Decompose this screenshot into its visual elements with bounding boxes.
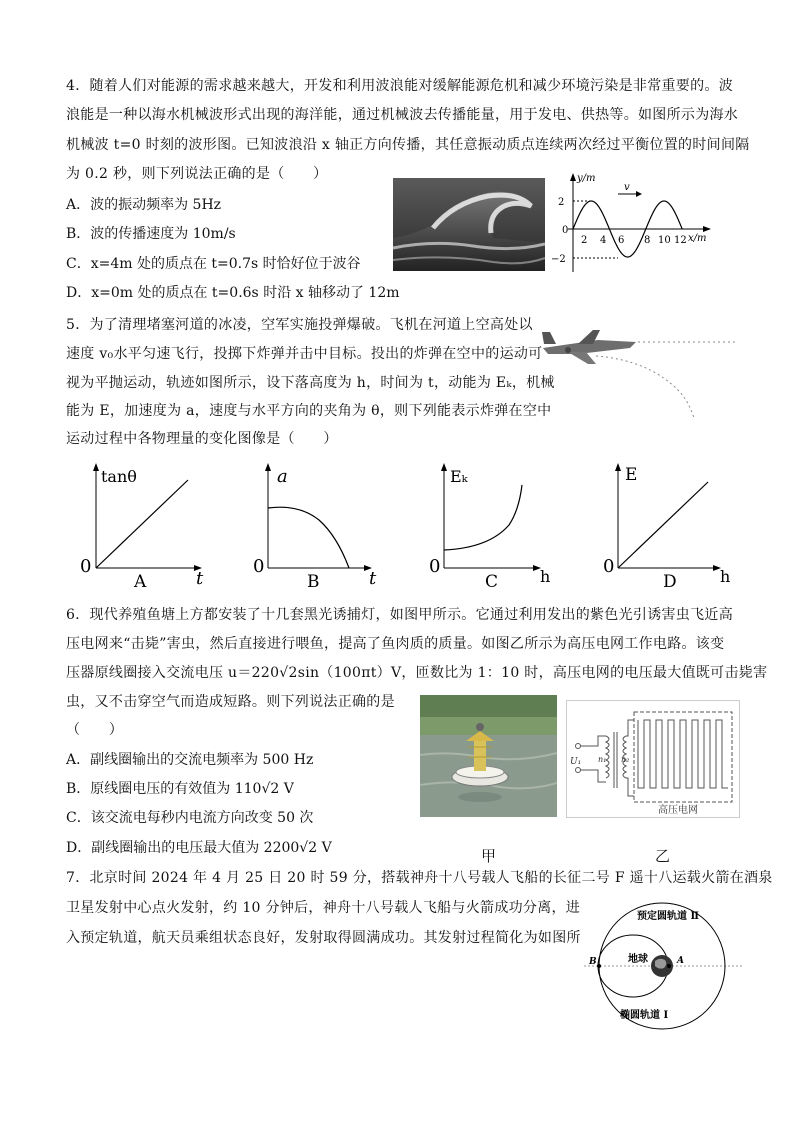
wave-graph: [548, 170, 728, 280]
figure-yi-caption: 乙: [655, 847, 671, 865]
q6-option-d: D．副线圈输出的电压最大值为 2200√2 V: [66, 840, 332, 856]
q6-option-c: C．该交流电每秒内电流方向改变 50 次: [66, 810, 314, 826]
graph-c-curve: [444, 485, 522, 550]
q6-option-b: B．原线圈电压的有效值为 110√2 V: [66, 781, 294, 797]
x-tick-4: 4: [600, 235, 607, 246]
q5-line-4: 能为 E，加速度为 a，速度与水平方向的夹角为 θ，则下列能表示炸弹在空中: [66, 403, 552, 419]
q7-line-1: 7．北京时间 2024 年 4 月 25 日 20 时 59 分，搭载神舟十八号载人飞船的长征二号 F 遥十八运载火箭在酒泉: [66, 870, 773, 886]
graph-a-y-arrow: [93, 463, 99, 471]
q4-line-4: 为 0.2 秒，则下列说法正确的是（ ）: [66, 166, 328, 182]
q6-line-1: 6．现代养殖鱼塘上方都安装了十几套黑光诱捕灯，如图甲所示。它通过利用发出的紫色光引诱害虫飞近高: [66, 607, 734, 623]
graph-c-ylabel: Eₖ: [450, 467, 468, 486]
velocity-arrowhead: [636, 191, 642, 197]
x-tick-12: 12: [674, 235, 687, 246]
graph-c-origin: 0: [429, 556, 441, 577]
point-b-label: B: [589, 957, 597, 967]
q4-line-2: 浪能是一种以海水机械波形式出现的海洋能，通过机械波去传播能量，用于发电、供热等。如图所示为海水: [66, 107, 739, 123]
figure-jia-caption: 甲: [481, 847, 497, 865]
q4-line-1: 4．随着人们对能源的需求越来越大，开发和利用波浪能对缓解能源危机和减少环境污染是非常重要的。波: [66, 78, 734, 94]
pond-lamp-photo: [420, 695, 557, 817]
y-tick-0: 0: [562, 225, 569, 236]
n2-label: n₂: [621, 755, 630, 764]
y-tick-2: 2: [558, 197, 565, 208]
x-tick-10: 10: [658, 235, 671, 246]
q5-line-3: 视为平抛运动，轨迹如图所示，设下落高度为 h，时间为 t，动能为 Eₖ，机械: [66, 375, 555, 391]
graph-c-letter: C: [485, 572, 499, 592]
q5-line-1: 5．为了清理堵塞河道的冰凌，空军实施投弹爆破。飞机在河道上空高处以: [66, 317, 533, 333]
q6-line-4: 虫，又不击穿空气而造成短路。则下列说法正确的是: [66, 694, 395, 710]
point-a-marker: [667, 964, 671, 968]
graph-c: [424, 460, 564, 595]
n1-label: n₁: [598, 755, 607, 764]
graph-d-ylabel: E: [625, 465, 638, 485]
q5-line-2: 速度 v₀水平匀速飞行，投掷下炸弹并击中目标。投出的炸弹在空中的运动可: [66, 346, 543, 362]
point-a-label: A: [677, 956, 684, 966]
q5-line-5: 运动过程中各物理量的变化图像是（ ）: [66, 431, 338, 447]
x-tick-8: 8: [644, 235, 651, 246]
q6-line-2: 压电网来“击毙”害虫，然后直接进行喂鱼，提高了鱼肉质的质量。如图乙所示为高压电网工作电路。该变: [66, 636, 725, 652]
graph-d-curve: [618, 482, 708, 568]
graph-d: [596, 460, 736, 595]
q4-option-d: D．x=0m 处的质点在 t=0.6s 时沿 x 轴移动了 12m: [66, 285, 400, 301]
graph-b-letter: B: [307, 572, 320, 592]
bomber-illustration: [538, 320, 738, 420]
graph-b-ylabel: a: [277, 466, 288, 487]
y-axis-arrow: [570, 173, 576, 181]
graph-a-origin: 0: [80, 556, 92, 577]
graph-b: [249, 460, 389, 595]
orbit-i-label: 椭圆轨道 Ⅰ: [620, 1010, 669, 1021]
q4-option-b: B．波的传播速度为 10m/s: [66, 226, 236, 242]
graph-b-xlabel: t: [369, 568, 377, 589]
x-tick-6: 6: [618, 235, 625, 246]
velocity-label: v: [624, 182, 630, 193]
bomb-trajectory: [596, 356, 694, 418]
graph-a-curve: [96, 480, 188, 568]
jet-plane-icon: [542, 330, 636, 364]
graph-d-letter: D: [663, 572, 677, 592]
graph-a: [72, 460, 212, 595]
u1-label: U₁: [570, 757, 582, 767]
graph-d-xlabel: h: [720, 567, 731, 586]
q7-line-3: 入预定轨道，航天员乘组状态良好，发射取得圆满成功。其发射过程简化为如图所: [66, 930, 581, 946]
graph-a-letter: A: [134, 572, 147, 592]
graph-a-xlabel: t: [196, 568, 204, 589]
earth-label: 地球: [628, 954, 648, 965]
y-tick-neg2: −2: [551, 254, 566, 265]
x-axis-label: x/m: [688, 233, 707, 244]
circuit-caption: 高压电网: [658, 805, 698, 816]
point-b-marker: [597, 964, 601, 968]
q4-option-c: C．x=4m 处的质点在 t=0.7s 时恰好位于波谷: [66, 256, 361, 272]
graph-c-xlabel: h: [540, 567, 551, 586]
graph-d-y-arrow: [615, 463, 621, 471]
x-axis-arrow: [703, 226, 711, 232]
graph-b-y-arrow: [265, 463, 271, 471]
orbit-diagram: [584, 895, 744, 1045]
graph-c-y-arrow: [441, 463, 447, 471]
graph-b-curve: [268, 507, 349, 568]
high-voltage-circuit: [566, 700, 740, 818]
graph-d-origin: 0: [603, 556, 615, 577]
q4-option-a: A．波的振动频率为 5Hz: [66, 197, 222, 213]
q4-line-3: 机械波 t=0 时刻的波形图。已知波浪沿 x 轴正方向传播，其任意振动质点连续两次经过平衡位置的时间间隔: [66, 137, 750, 153]
q6-line-5: （ ）: [66, 722, 124, 738]
orbit-ii-label: 预定圆轨道 Ⅱ: [637, 911, 699, 922]
q6-line-3: 压器原线圈接入交流电压 u＝220√2sin（100πt）V，匝数比为 1：10 时，高压电网的电压最大值既可击毙害: [66, 665, 768, 681]
graph-a-ylabel: tanθ: [101, 467, 137, 486]
graph-b-origin: 0: [253, 556, 265, 577]
q6-option-a: A．副线圈输出的交流电频率为 500 Hz: [66, 752, 314, 768]
q7-line-2: 卫星发射中心点火发射，约 10 分钟后，神舟十八号载人飞船与火箭成功分离，进: [66, 900, 581, 916]
y-axis-label: y/m: [577, 173, 596, 184]
x-tick-2: 2: [581, 235, 588, 246]
ocean-wave-photo: [393, 178, 545, 271]
